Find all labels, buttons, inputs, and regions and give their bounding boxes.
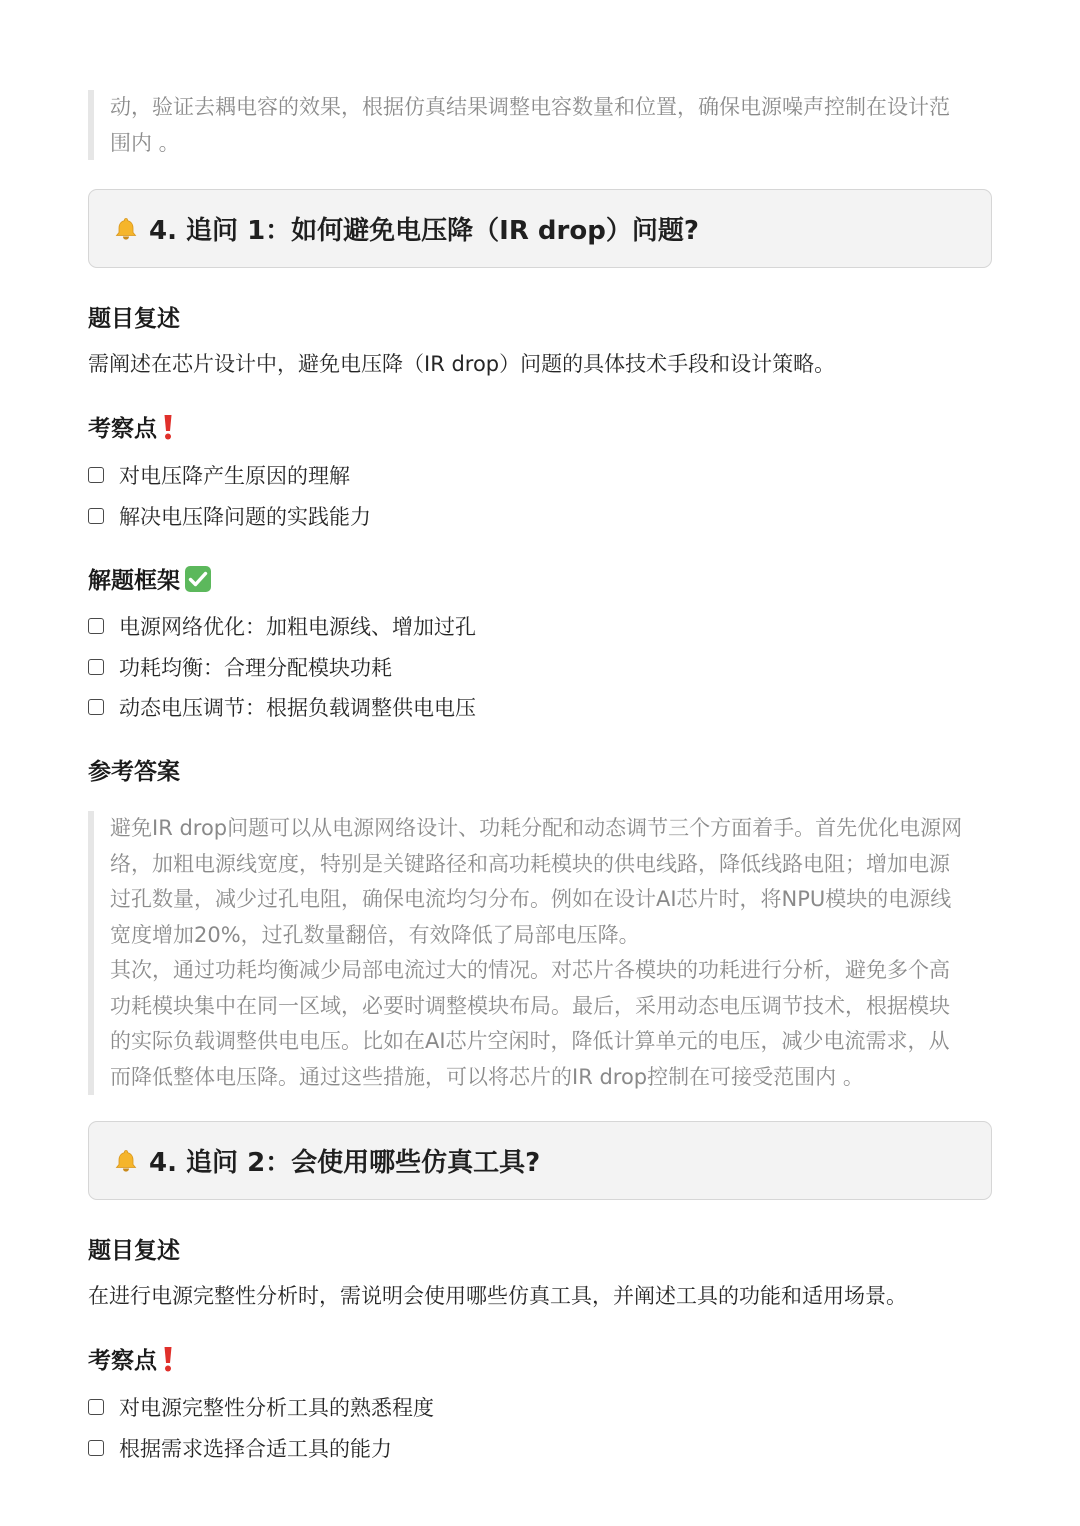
framework-item-label: 功耗均衡：合理分配模块功耗	[119, 656, 392, 680]
red-exclamation-icon	[161, 1345, 175, 1373]
framework-item	[88, 611, 476, 641]
restate-text: 在进行电源完整性分析时，需说明会使用哪些仿真工具，并阐述工具的功能和适用场景。	[88, 1284, 907, 1308]
answer-line: 而降低整体电压降。通过这些措施，可以将芯片的IR drop控制在可接受范围内 。	[110, 1064, 864, 1089]
answer-line: 功耗模块集中在同一区域，必要时调整模块布局。最后，采用动态电压调节技术，根据模块	[110, 993, 950, 1018]
answer-line: 其次，通过功耗均衡减少局部电流过大的情况。对芯片各模块的功耗进行分析，避免多个高	[110, 958, 950, 982]
points-item-label: 解决电压降问题的实践能力	[119, 505, 371, 529]
points-heading	[88, 410, 175, 443]
framework-heading-text: 解题框架	[88, 568, 180, 594]
restate-heading-text: 题目复述	[88, 306, 180, 332]
restate-heading	[88, 300, 180, 333]
checkbox[interactable]	[88, 1440, 104, 1456]
restate-heading	[88, 1232, 180, 1265]
bell-icon	[113, 216, 139, 242]
checkbox[interactable]	[88, 467, 104, 483]
points-item	[88, 1433, 392, 1463]
answer-line: 避免IR drop问题可以从电源网络设计、功耗分配和动态调节三个方面着手。首先优化电源网	[110, 816, 963, 840]
answer-heading	[88, 753, 180, 786]
checkbox[interactable]	[88, 618, 104, 634]
points-heading-text: 考察点	[88, 1348, 157, 1374]
points-item	[88, 501, 371, 531]
bell-icon	[113, 1148, 139, 1174]
restate-heading-text: 题目复述	[88, 1238, 180, 1264]
points-heading-text: 考察点	[88, 416, 157, 442]
checkbox[interactable]	[88, 659, 104, 675]
answer-line: 过孔数量，减少过孔电阻，确保电流均匀分布。例如在设计AI芯片时，将NPU模块的电源线	[110, 887, 952, 911]
points-item-label: 对电源完整性分析工具的熟悉程度	[119, 1396, 434, 1420]
quote-line: 围内 。	[110, 130, 180, 155]
points-item-label: 根据需求选择合适工具的能力	[119, 1437, 392, 1461]
quote-line: 动，验证去耦电容的效果，根据仿真结果调整电容数量和位置，确保电源噪声控制在设计范	[110, 95, 950, 119]
answer-line: 络，加粗电源线宽度，特别是关键路径和高功耗模块的供电线路，降低线路电阻；增加电源	[110, 851, 950, 876]
restate-text: 需阐述在芯片设计中，避免电压降（IR drop）问题的具体技术手段和设计策略。	[88, 352, 836, 376]
answer-heading-text: 参考答案	[88, 759, 180, 785]
checkbox[interactable]	[88, 1399, 104, 1415]
checkbox[interactable]	[88, 699, 104, 715]
answer-quote	[88, 811, 980, 1095]
answer-line: 的实际负载调整供电电压。比如在AI芯片空闲时，降低计算单元的电压，减少电流需求，从	[110, 1029, 950, 1053]
framework-item-label: 电源网络优化：加粗电源线、增加过孔	[119, 615, 476, 639]
followup2-callout	[88, 1121, 992, 1200]
followup1-callout	[88, 189, 992, 268]
framework-item	[88, 692, 476, 722]
points-item	[88, 1392, 434, 1422]
points-heading	[88, 1342, 175, 1375]
framework-heading	[88, 562, 212, 595]
top-quote	[88, 90, 980, 160]
red-exclamation-icon	[161, 413, 175, 441]
points-item-label: 对电压降产生原因的理解	[119, 464, 350, 488]
answer-line: 宽度增加20%，过孔数量翻倍，有效降低了局部电压降。	[110, 922, 640, 947]
followup2-title: 4. 追问 2：会使用哪些仿真工具?	[149, 1148, 541, 1178]
followup1-title: 4. 追问 1：如何避免电压降（IR drop）问题?	[149, 216, 699, 246]
framework-item	[88, 652, 392, 682]
framework-item-label: 动态电压调节：根据负载调整供电电压	[119, 696, 476, 720]
points-item	[88, 460, 350, 490]
green-check-icon	[184, 565, 212, 593]
checkbox[interactable]	[88, 508, 104, 524]
